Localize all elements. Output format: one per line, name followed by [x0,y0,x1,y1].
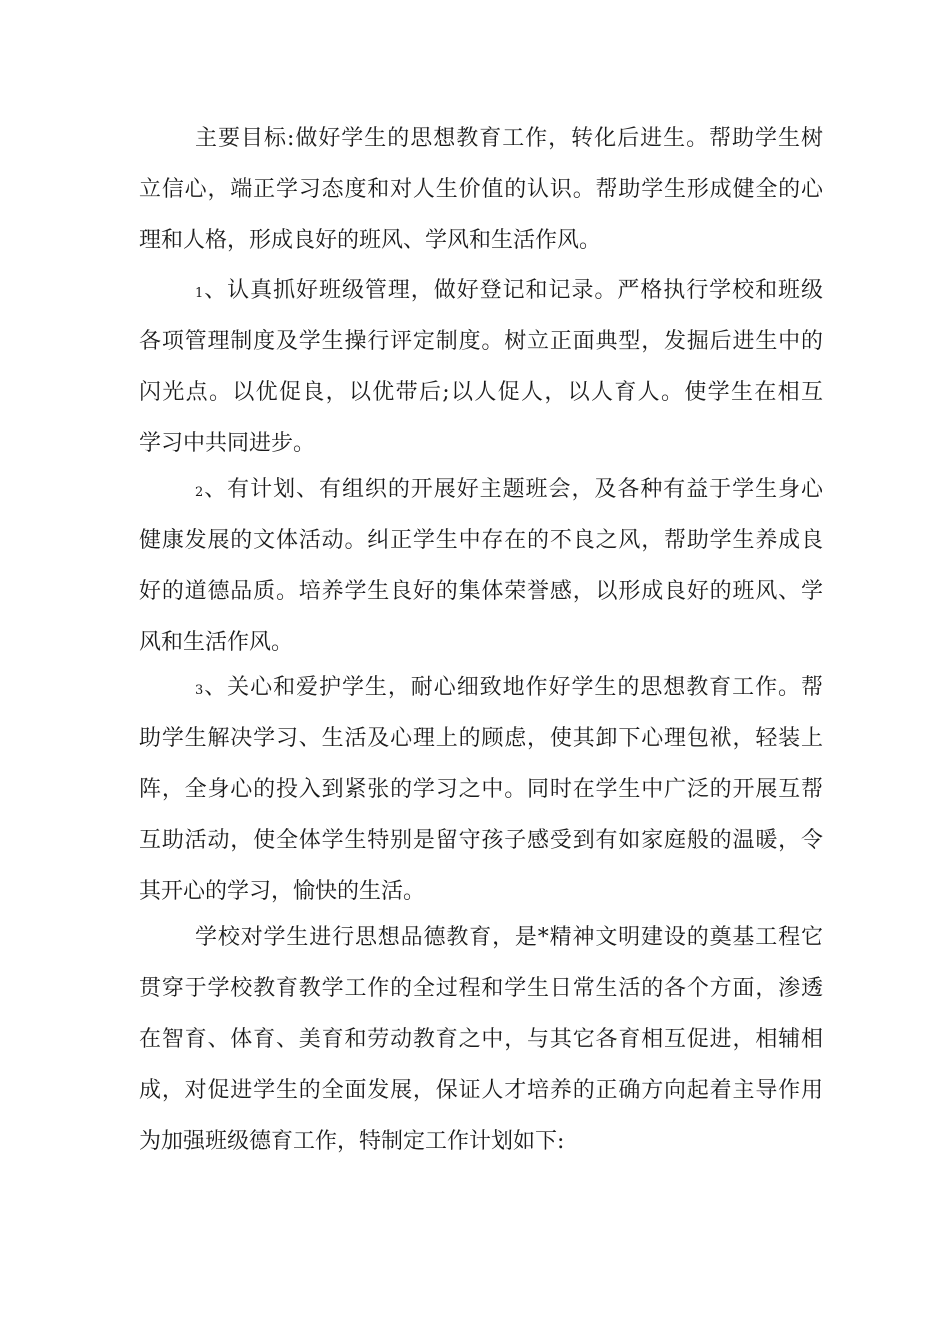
text-line: 互助活动，使全体学生特别是留守孩子感受到有如家庭般的温暖，令 [139,828,823,853]
text-line: 阵，全身心的投入到紧张的学习之中。同时在学生中广泛的开展互帮 [139,777,823,802]
text-line [139,265,823,316]
text-line: 好的道德品质。培养学生良好的集体荣誉感，以形成良好的班风、学 [139,579,823,604]
text-line: 贯穿于学校教育教学工作的全过程和学生日常生活的各个方面，渗透 [139,976,823,1001]
item-number: 1 [195,286,204,301]
text-line-content: 、认真抓好班级管理，做好登记和记录。严格执行学校和班级 [203,278,823,303]
text-line [139,464,823,515]
paragraph-school-moral-education [139,912,823,1167]
item-number: 2 [195,485,204,500]
text-line: 主要目标:做好学生的思想教育工作，转化后进生。帮助学生树 [195,126,823,151]
paragraph-item-3 [139,662,823,917]
text-line: 理和人格，形成良好的班风、学风和生活作风。 [139,228,602,253]
text-line [139,662,823,713]
text-line: 闪光点。以优促良，以优带后;以人促人，以人育人。使学生在相互 [139,380,823,405]
text-line: 在智育、体育、美育和劳动教育之中，与其它各育相互促进，相辅相 [139,1027,823,1052]
paragraph-item-2 [139,464,823,668]
paragraph-item-1 [139,265,823,469]
text-line: 为加强班级德育工作，特制定工作计划如下: [139,1129,565,1154]
text-line: 立信心，端正学习态度和对人生价值的认识。帮助学生形成健全的心 [139,177,823,202]
text-line: 学习中共同进步。 [139,431,316,456]
text-line: 各项管理制度及学生操行评定制度。树立正面典型，发掘后进生中的 [139,329,823,354]
paragraph-main-goal [139,113,823,266]
text-line: 其开心的学习，愉快的生活。 [139,879,426,904]
text-line: 健康发展的文体活动。纠正学生中存在的不良之风，帮助学生养成良 [139,528,823,553]
text-line-content: 、有计划、有组织的开展好主题班会，及各种有益于学生身心 [203,477,823,502]
text-line: 助学生解决学习、生活及心理上的顾虑，使其卸下心理包袱，轻装上 [139,726,823,751]
text-line: 学校对学生进行思想品德教育，是*精神文明建设的奠基工程它 [195,925,823,950]
text-line: 风和生活作风。 [139,630,294,655]
text-line: 成，对促进学生的全面发展，保证人才培养的正确方向起着主导作用 [139,1078,823,1103]
item-number: 3 [195,683,204,698]
text-line-content: 、关心和爱护学生，耐心细致地作好学生的思想教育工作。帮 [203,675,823,700]
